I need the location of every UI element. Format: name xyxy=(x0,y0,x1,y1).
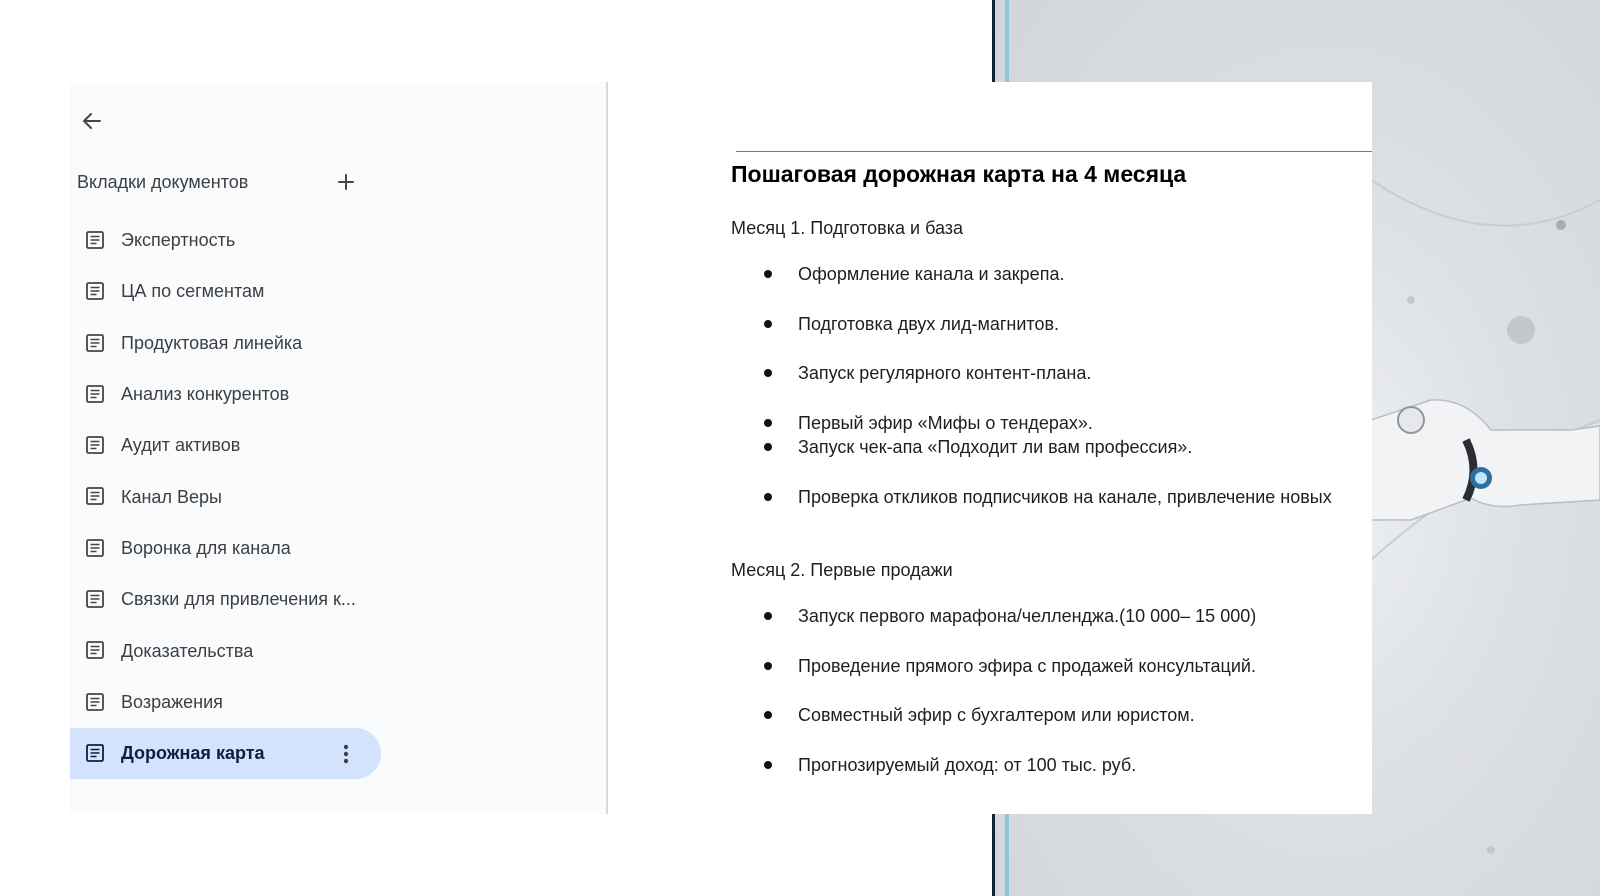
tab-objections[interactable] xyxy=(70,677,381,728)
tab-asset-audit[interactable] xyxy=(70,420,381,471)
document-icon xyxy=(85,640,105,660)
tab-product-line[interactable] xyxy=(70,318,381,369)
tab-list xyxy=(70,215,606,779)
bullet-dot xyxy=(764,761,772,769)
tab-vera-channel[interactable] xyxy=(70,471,381,522)
bullet-dot xyxy=(764,369,772,377)
document-icon xyxy=(85,384,105,404)
back-button[interactable] xyxy=(70,99,114,143)
tab-evidence[interactable] xyxy=(70,625,381,676)
document-icon xyxy=(85,435,105,455)
document-tabs-sidebar xyxy=(70,82,608,814)
bullet-dot xyxy=(764,662,772,670)
tab-label: Аудит активов xyxy=(121,435,241,456)
bullet-dot xyxy=(764,493,772,501)
tab-options-button[interactable] xyxy=(334,741,358,767)
robot-hand-illustration xyxy=(1371,0,1600,896)
horizontal-rule xyxy=(736,151,1372,152)
month-heading: Месяц 1. Подготовка и база xyxy=(731,218,964,238)
tab-label: Связки для привлечения к... xyxy=(121,589,356,610)
tab-label: Канал Веры xyxy=(121,486,222,507)
document-icon xyxy=(85,692,105,712)
month-heading: Месяц 2. Первые продажи xyxy=(731,560,953,580)
tab-audience-segments[interactable] xyxy=(70,266,381,317)
document-icon xyxy=(85,589,105,609)
tab-channel-funnel[interactable] xyxy=(70,523,381,574)
plus-icon xyxy=(337,173,355,191)
tab-label: Экспертность xyxy=(121,230,236,251)
tab-label: Продуктовая линейка xyxy=(121,332,303,353)
document-icon xyxy=(85,333,105,353)
tab-label: Анализ конкурентов xyxy=(121,384,290,405)
bullet-dot xyxy=(764,443,772,451)
bullet-dot xyxy=(764,270,772,278)
arrow-left-icon xyxy=(80,109,104,133)
document-icon xyxy=(85,281,105,301)
tab-roadmap[interactable] xyxy=(70,728,381,779)
tab-label: ЦА по сегментам xyxy=(121,281,265,302)
tab-competitor-analysis[interactable] xyxy=(70,369,381,420)
tab-expertise[interactable] xyxy=(70,215,381,266)
tab-label: Возражения xyxy=(121,691,223,712)
more-vertical-icon xyxy=(343,744,349,764)
document-icon xyxy=(85,538,105,558)
bullet-dot xyxy=(764,612,772,620)
bullet-dot xyxy=(764,320,772,328)
document-body[interactable]: Пошаговая дорожная карта на 4 месяца Месяц 1. Подготовка и база Оформление канала и закрепа. Подготовка двух лид-магнитов. Запуск регулярного контент-плана. Первый эфир «Мифы о тендерах». Запуск чек-апа «Подходит ли вам профессия». Проверка откликов подписчиков на канале, привлечение новых Месяц 2. Первые продажи Запуск первого марафона/челленджа.(10 000– 15 000) Проведение прямого эфира с продажей консультаций. Совместный эфир с бухгалтером или юристом. Прогнозируемый доход: от 100 тыс. руб. xyxy=(720,82,1372,814)
bullet-dot xyxy=(764,419,772,427)
tab-label: Воронка для канала xyxy=(121,537,291,558)
document-title: Пошаговая дорожная карта на 4 месяца xyxy=(731,161,1187,187)
document-icon xyxy=(85,230,105,250)
tabs-header: Вкладки документов xyxy=(77,172,249,192)
tab-label: Доказательства xyxy=(121,640,254,661)
tab-acquisition-bundles[interactable] xyxy=(70,574,381,625)
document-icon xyxy=(85,743,105,763)
add-tab-button[interactable] xyxy=(324,160,368,204)
bullet-dot xyxy=(764,711,772,719)
tab-label: Дорожная карта xyxy=(121,743,265,764)
document-icon xyxy=(85,486,105,506)
